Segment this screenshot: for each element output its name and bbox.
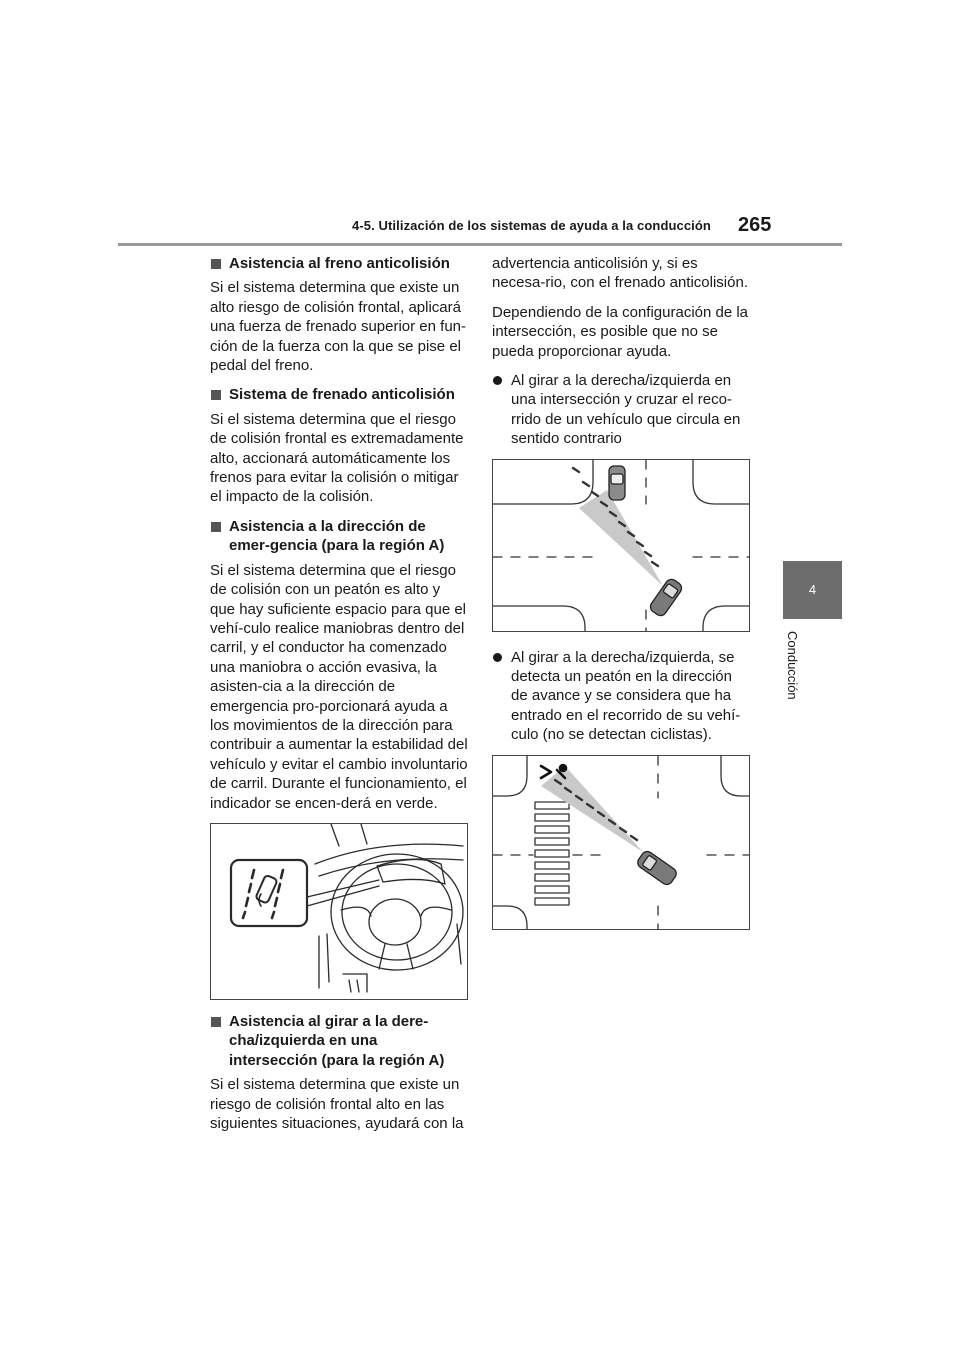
- section-heading-text: Asistencia al freno anticolisión: [229, 255, 450, 272]
- paragraph-brake-assist: Si el sistema determina que existe un alto riesgo de colisión frontal, aplicará una fuerza de frenado superior en fun-ción de la fuerza con la que se pise el pedal del freno.: [210, 279, 467, 375]
- paragraph-configuration: Dependiendo de la configuración de la intersección, es posible que no se pueda proporcionar ayuda.: [492, 303, 749, 360]
- square-bullet-icon: [211, 390, 221, 400]
- right-column: [492, 254, 750, 930]
- section-heading-brake-assist: [210, 254, 468, 273]
- section-heading-text: Asistencia al girar a la dere-cha/izquierda en una intersección (para la región A): [229, 1012, 445, 1069]
- round-bullet-icon: [493, 653, 502, 662]
- bullet-text: Al girar a la derecha/izquierda, se detecta un peatón en la dirección de avance y se considera que ha entrado en el recorrido de su vehí-culo (no se detectan ciclistas).: [511, 648, 741, 744]
- header-divider: [118, 243, 842, 246]
- paragraph-braking-system: Si el sistema determina que el riesgo de colisión frontal es extremadamente alto, accionará automáticamente los frenos para evitar la colisión o mitigar el impacto de la colisión.: [210, 410, 464, 506]
- chapter-tab-label: Conducción: [785, 631, 800, 700]
- section-heading-text: Sistema de frenado anticolisión: [229, 386, 455, 404]
- section-heading-braking-system: [210, 385, 468, 404]
- paragraph-intersection-assist: Si el sistema determina que existe un riesgo de colisión frontal alto en las siguientes situaciones, ayudará con la: [210, 1076, 464, 1132]
- paragraph-continuation: advertencia anticolisión y, si es necesa-rio, con el frenado anticolisión.: [492, 255, 748, 292]
- round-bullet-icon: [493, 376, 502, 385]
- oncoming-vehicle-turn-illustration: [492, 459, 750, 632]
- bullet-oncoming-vehicle: [492, 371, 750, 449]
- dashboard-indicator-illustration: [210, 823, 468, 1000]
- header-section-title: 4-5. Utilización de los sistemas de ayuda a la conducción: [352, 218, 711, 233]
- section-heading-intersection-assist: [210, 1012, 468, 1070]
- left-column: [210, 254, 468, 1143]
- section-heading-steering-assist: [210, 517, 468, 556]
- bullet-pedestrian: [492, 648, 750, 745]
- square-bullet-icon: [211, 1017, 221, 1027]
- page-number: 265: [738, 214, 772, 236]
- pedestrian-turn-illustration: [492, 755, 750, 930]
- chapter-tab-number: 4: [808, 582, 817, 597]
- square-bullet-icon: [211, 522, 221, 532]
- square-bullet-icon: [211, 259, 221, 269]
- section-heading-text: Asistencia a la dirección de emer-gencia (para la región A): [229, 517, 445, 555]
- bullet-text: Al girar a la derecha/izquierda en una intersección y cruzar el reco-rrido de un vehículo que circula en sentido contrario: [511, 372, 741, 448]
- paragraph-steering-assist: Si el sistema determina que el riesgo de colisión con un peatón es alto y que hay suficiente espacio para que el vehí-culo realice maniobras dentro del carril, y el conductor ha comenzado una maniobra o acción evasiva, la asisten-cia a la dirección de emergencia pro-porcionará ayuda a los movimientos de la dirección para contribuir a aumentar la estabilidad del vehículo y evitar el cambio involuntario de carril. Durante el funcionamiento, el indicador se encen-derá en verde.: [210, 561, 468, 812]
